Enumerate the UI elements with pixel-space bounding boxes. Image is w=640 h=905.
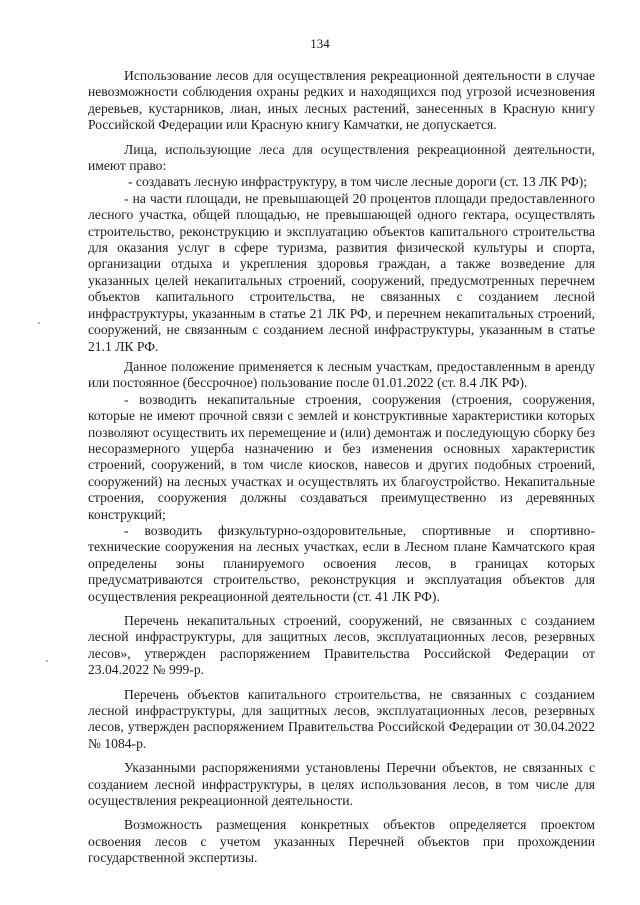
scan-speck (46, 660, 48, 662)
list-item-sports-facilities: - возводить физкультурно-оздоровительные, спортивные и спортивно-технические сооружения на лесных участках, если в Лесном плане Камчатского края определены зоны планируемого освоения лесов, в границах которых предусматриваются строительство, реконструкция и эксплуатация объектов для осуществления рекреационной деятельности (ст. 41 ЛК РФ). (88, 522, 595, 604)
paragraph-lists-established: Указанными распоряжениями установлены Перечни объектов, не связанных с созданием лесной инфраструктуры, в целях использования лесов, в том числе для осуществления рекреационной деятельности. (88, 760, 595, 809)
page-number: 134 (310, 36, 330, 51)
paragraph-order-1084: Перечень объектов капитального строительства, не связанных с созданием лесной инфраструктуры, для защитных лесов, эксплуатационных лесов, резервных лесов, утвержден распоряжением Правительства Российской Федерации от 30.04.2022 № 1084-р. (88, 686, 595, 751)
list-item-non-capital-structures: - возводить некапитальные строения, сооружения (строения, сооружения, которые не имеют прочной связи с землей и конструктивные характеристики которых позволяют осуществить их перемещение и (или) демонтаж и последующую сборку без несоразмерного ущерба назначению и без изменения основных характеристик строений, сооружений, в том числе киосков, навесов и других подобных строений, сооружений) на лесных участках и осуществлять их благоустройство. Некапитальные строения, сооружения должны создаваться преимущественно из деревянных конструкций; (88, 391, 595, 522)
scan-speck (38, 322, 40, 324)
paragraph-rights-intro: Лица, использующие леса для осуществления рекреационной деятельности, имеют право: (88, 141, 595, 174)
paragraph-red-book-restriction: Использование лесов для осуществления рекреационной деятельности в случае невозможности соблюдения охраны редких и находящихся под угрозой исчезновения деревьев, кустарников, лиан, иных лесных растений, занесенных в Красную книгу Российской Федерации или Красную книгу Камчатки, не допускается. (88, 68, 595, 133)
paragraph-placement-possibility: Возможность размещения конкретных объектов определяется проектом освоения лесов с учетом указанных Перечней объектов при прохождении государственной экспертизы. (88, 817, 595, 866)
list-item-capital-construction: - на части площади, не превышающей 20 процентов площади предоставленного лесного участка, общей площадью, не превышающей одного гектара, осуществлять строительство, реконструкцию и эксплуатацию объектов капитального строительства для оказания услуг в сфере туризма, развития физической культуры и спорта, организации отдыха и укрепления здоровья граждан, а также возведение для указанных целей некапитальных строений, сооружений, предусмотренных перечнем объектов капитального строительства, не связанных с созданием лесной инфраструктуры, указанным в статье 21 ЛК РФ, и перечнем некапитальных строений, сооружений, не связанным с созданием лесной инфраструктуры, указанным в статье 21.1 ЛК РФ. (88, 190, 595, 354)
paragraph-applicability: Данное положение применяется к лесным участкам, предоставленным в аренду или постоянное (бессрочное) пользование после 01.01.2022 (ст. 8.4 ЛК РФ). (88, 358, 595, 391)
list-item-forest-infrastructure: - создавать лесную инфраструктуру, в том числе лесные дороги (ст. 13 ЛК РФ); (128, 174, 588, 190)
paragraph-order-999: Перечень некапитальных строений, сооружений, не связанных с созданием лесной инфраструктуры, для защитных лесов, эксплуатационных лесов, резервных лесов», утвержден распоряжением Правительства Российской Федерации от 23.04.2022 № 999-р. (88, 613, 595, 678)
document-body (88, 68, 595, 867)
